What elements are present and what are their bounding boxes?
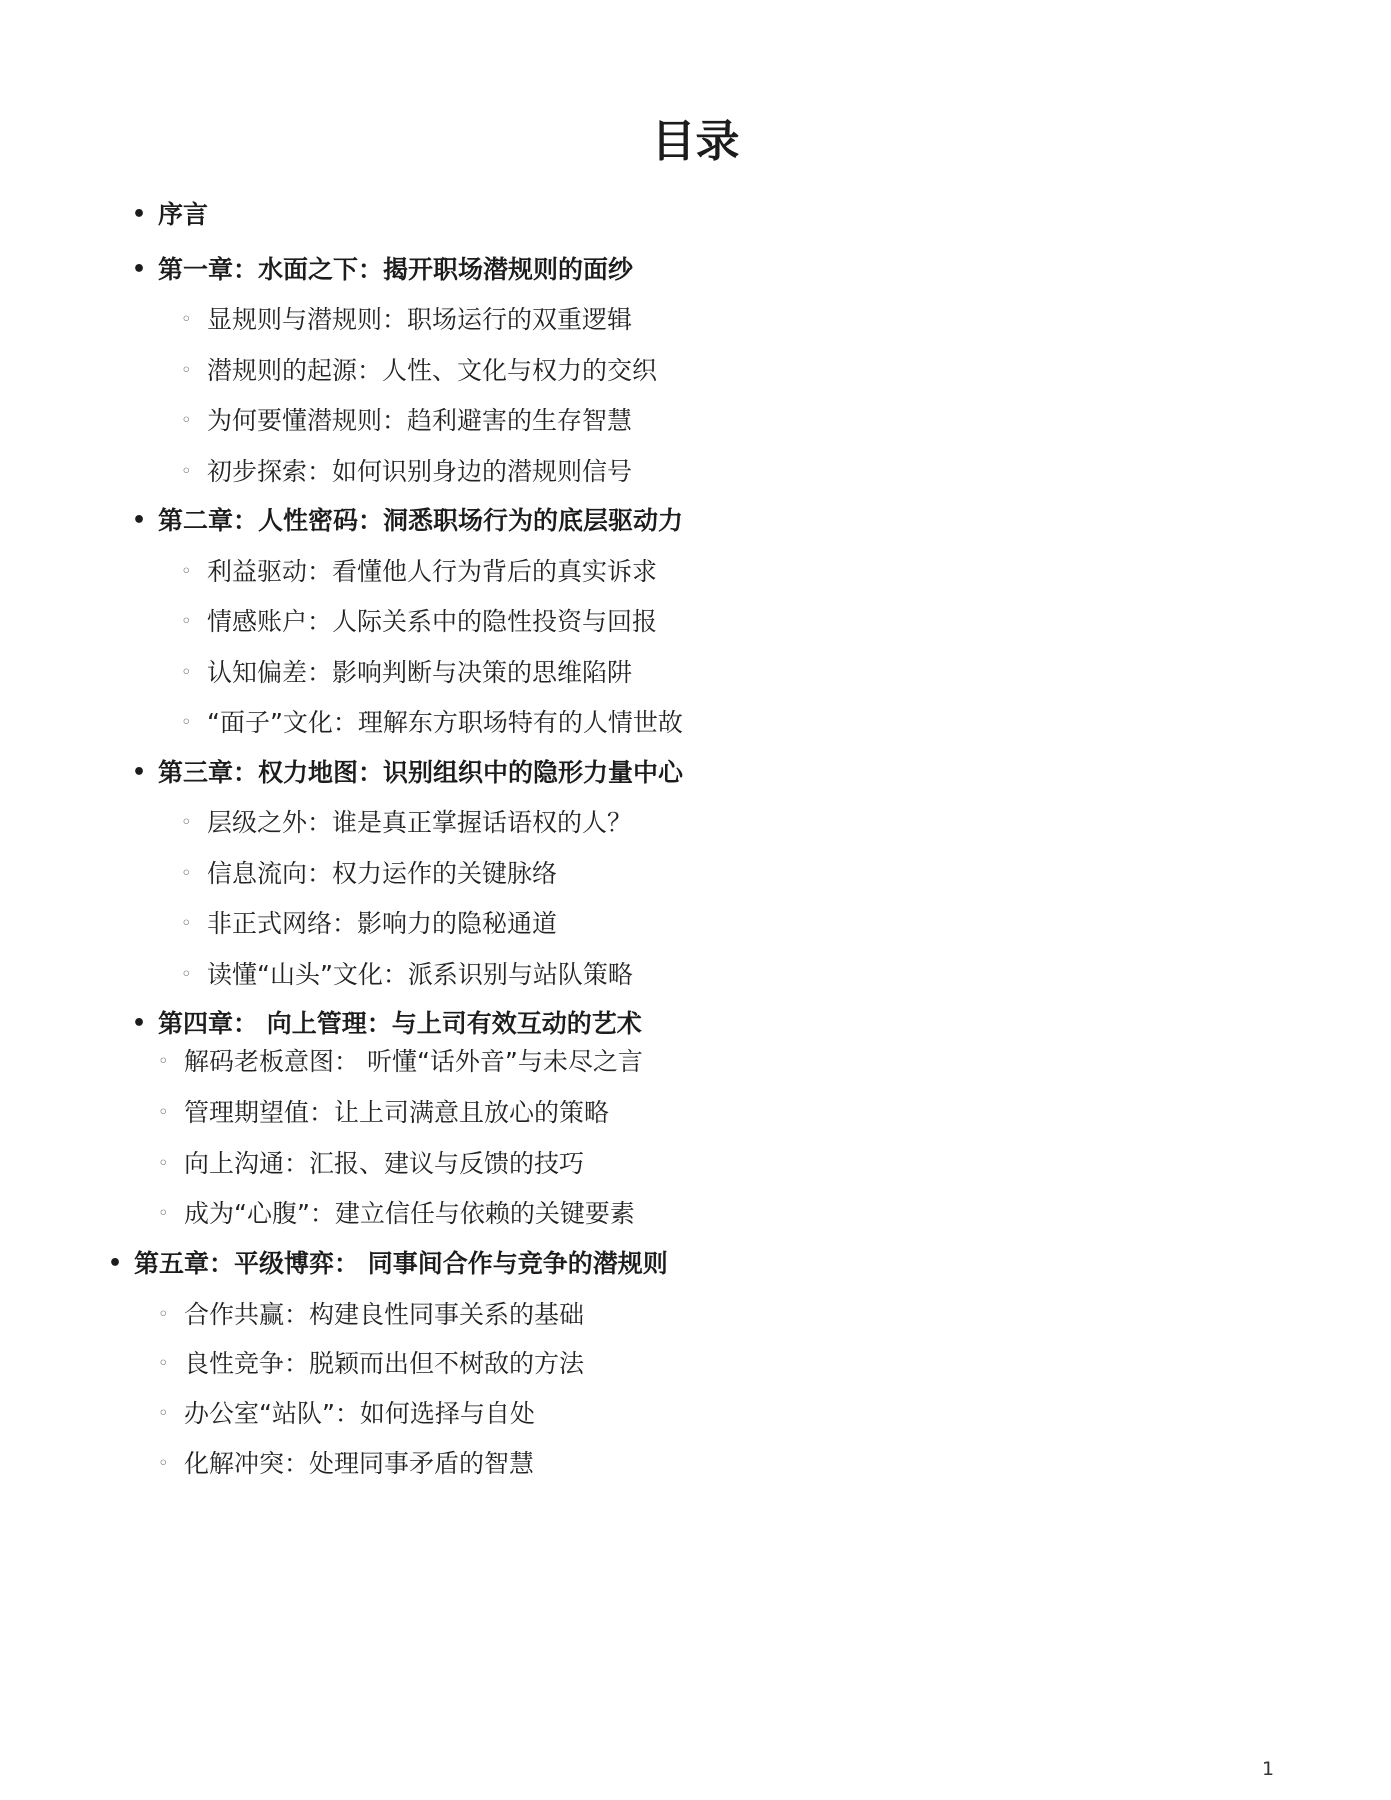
toc-item-label: 向上沟通：汇报、建议与反馈的技巧	[184, 1149, 585, 1178]
toc-item-label: 非正式网络：影响力的隐秘通道	[207, 909, 558, 938]
toc-item-label: 第二章：人性密码：洞悉职场行为的底层驱动力	[158, 506, 684, 535]
toc-item-label: 序言	[158, 200, 209, 229]
bullet-dot: •	[132, 202, 147, 227]
toc-item-label: 层级之外：谁是真正掌握话语权的人？	[207, 808, 633, 837]
toc-section	[158, 1146, 585, 1182]
toc-section	[158, 1044, 643, 1080]
toc-section	[158, 1196, 635, 1232]
toc-item-label: 初步探索：如何识别身边的潜规则信号	[207, 457, 633, 486]
toc-section	[181, 454, 633, 490]
bullet-circle: ◦	[181, 309, 192, 330]
bullet-circle: ◦	[158, 1203, 169, 1224]
toc-item-label: 解码老板意图： 听懂“话外音”与未尽之言	[184, 1047, 643, 1076]
bullet-dot: •	[132, 508, 147, 533]
toc-section	[181, 604, 658, 640]
bullet-circle: ◦	[158, 1353, 169, 1374]
bullet-circle: ◦	[158, 1304, 169, 1325]
toc-item-label: 利益驱动：看懂他人行为背后的真实诉求	[207, 557, 658, 586]
toc-section	[181, 856, 558, 892]
toc-item-label: 显规则与潜规则：职场运行的双重逻辑	[207, 305, 633, 334]
toc-section	[181, 554, 658, 590]
toc-item-label: 第五章：平级博弈： 同事间合作与竞争的潜规则	[134, 1249, 668, 1278]
toc-chapter-5	[108, 1246, 668, 1282]
toc-section	[158, 1297, 585, 1333]
bullet-circle: ◦	[158, 1153, 169, 1174]
toc-item-label: 潜规则的起源：人性、文化与权力的交织	[207, 356, 658, 385]
bullet-circle: ◦	[181, 611, 192, 632]
bullet-circle: ◦	[181, 410, 192, 431]
toc-item-label: 信息流向：权力运作的关键脉络	[207, 859, 558, 888]
toc-section	[181, 906, 558, 942]
toc-section	[158, 1346, 585, 1382]
toc-chapter-3	[132, 755, 684, 791]
toc-section	[181, 655, 633, 691]
toc-item-label: 读懂“山头”文化：派系识别与站队策略	[207, 960, 633, 989]
toc-item-label: “面子”文化：理解东方职场特有的人情世故	[207, 708, 683, 737]
toc-item-label: 认知偏差：影响判断与决策的思维陷阱	[207, 658, 633, 687]
toc-item-label: 第一章：水面之下：揭开职场潜规则的面纱	[158, 255, 634, 284]
bullet-circle: ◦	[181, 360, 192, 381]
toc-chapter-4	[132, 1006, 642, 1042]
bullet-circle: ◦	[158, 1102, 169, 1123]
bullet-dot: •	[132, 760, 147, 785]
toc-item-label: 化解冲突：处理同事矛盾的智慧	[184, 1449, 535, 1478]
page-title: 目录	[651, 116, 740, 167]
toc-chapter-2	[132, 503, 684, 539]
toc-section	[158, 1396, 535, 1432]
toc-section	[181, 403, 633, 439]
toc-chapter-1	[132, 252, 634, 288]
bullet-circle: ◦	[158, 1051, 169, 1072]
toc-item-label: 合作共赢：构建良性同事关系的基础	[184, 1300, 585, 1329]
toc-section	[158, 1446, 535, 1482]
bullet-circle: ◦	[181, 461, 192, 482]
bullet-circle: ◦	[181, 863, 192, 884]
toc-item-label: 为何要懂潜规则：趋利避害的生存智慧	[207, 406, 633, 435]
toc-section	[181, 353, 658, 389]
toc-section	[181, 957, 633, 993]
page-number: 1	[1262, 1758, 1275, 1780]
bullet-dot: •	[132, 257, 147, 282]
bullet-circle: ◦	[181, 662, 192, 683]
bullet-dot: •	[108, 1251, 123, 1276]
bullet-circle: ◦	[158, 1403, 169, 1424]
bullet-dot: •	[132, 1011, 147, 1036]
bullet-circle: ◦	[181, 561, 192, 582]
toc-item-label: 良性竞争：脱颖而出但不树敌的方法	[184, 1349, 585, 1378]
bullet-circle: ◦	[181, 913, 192, 934]
bullet-circle: ◦	[158, 1453, 169, 1474]
bullet-circle: ◦	[181, 712, 192, 733]
toc-item-label: 情感账户：人际关系中的隐性投资与回报	[207, 607, 658, 636]
bullet-circle: ◦	[181, 964, 192, 985]
toc-section	[158, 1095, 610, 1131]
toc-section	[181, 805, 633, 841]
toc-section	[181, 705, 683, 741]
toc-item-label: 成为“心腹”：建立信任与依赖的关键要素	[184, 1199, 635, 1228]
bullet-circle: ◦	[181, 812, 192, 833]
toc-item-label: 第三章：权力地图：识别组织中的隐形力量中心	[158, 758, 684, 787]
toc-item-label: 管理期望值：让上司满意且放心的策略	[184, 1098, 610, 1127]
toc-item-label: 第四章： 向上管理：与上司有效互动的艺术	[158, 1009, 642, 1038]
toc-section	[181, 302, 633, 338]
toc-item-label: 办公室“站队”：如何选择与自处	[184, 1399, 535, 1428]
toc-chapter-preface	[132, 197, 209, 233]
